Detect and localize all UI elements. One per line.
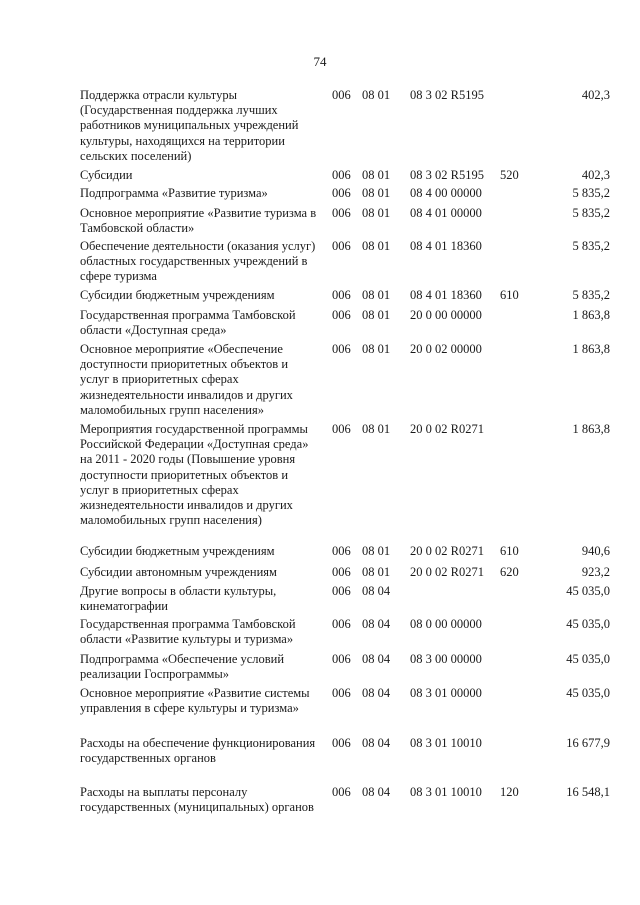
row-sum: 45 035,0 (566, 584, 610, 598)
row-rz: 08 01 (362, 342, 391, 356)
row-sum: 5 835,2 (572, 239, 610, 253)
row-vr: 520 (500, 168, 519, 182)
row-rz: 08 04 (362, 785, 391, 799)
row-rz: 08 01 (362, 206, 391, 220)
row-csr: 08 3 01 00000 (410, 686, 482, 700)
row-ved: 006 (332, 544, 351, 558)
row-rz: 08 01 (362, 88, 391, 102)
row-sum: 402,3 (581, 168, 610, 182)
row-ved: 006 (332, 584, 351, 598)
row-csr: 08 3 02 R5195 (410, 168, 484, 182)
row-csr: 08 3 01 10010 (410, 736, 482, 750)
row-csr: 20 0 02 R0271 (410, 422, 484, 436)
row-rz: 08 04 (362, 736, 391, 750)
row-name: Субсидии бюджетным учреждениям (80, 288, 275, 302)
row-name: Государственная программа Тамбовской области «Развитие культуры и туризма» (80, 617, 296, 647)
row-sum: 16 548,1 (566, 785, 610, 799)
row-ved: 006 (332, 239, 351, 253)
row-name: Основное мероприятие «Развитие системы управления в сфере культуры и туризма» (80, 686, 310, 716)
row-sum: 940,6 (581, 544, 610, 558)
row-sum: 402,3 (581, 88, 610, 102)
row-vr: 610 (500, 544, 519, 558)
row-name: Поддержка отрасли культуры (Государственная поддержка лучших работников муниципальных учреждений культуры, находящихся на территории сельских поселений) (80, 88, 299, 163)
row-name: Обеспечение деятельности (оказания услуг) областных государственных учреждений в сфере туризма (80, 239, 316, 284)
row-sum: 45 035,0 (566, 652, 610, 666)
row-vr: 120 (500, 785, 519, 799)
row-name: Расходы на выплаты персоналу государственных (муниципальных) органов (80, 785, 314, 815)
row-vr: 620 (500, 565, 519, 579)
row-csr: 08 4 01 00000 (410, 206, 482, 220)
row-name: Субсидии бюджетным учреждениям (80, 544, 275, 558)
row-ved: 006 (332, 617, 351, 631)
row-name: Основное мероприятие «Обеспечение доступности приоритетных объектов и услуг в приоритетных сферах жизнедеятельности инвалидов и других маломобильных групп населения» (80, 342, 293, 417)
row-rz: 08 01 (362, 544, 391, 558)
row-sum: 5 835,2 (572, 186, 610, 200)
row-sum: 5 835,2 (572, 288, 610, 302)
row-csr: 20 0 00 00000 (410, 308, 482, 322)
row-name: Подпрограмма «Обеспечение условий реализации Госпрограммы» (80, 652, 285, 682)
row-ved: 006 (332, 422, 351, 436)
row-ved: 006 (332, 652, 351, 666)
row-sum: 45 035,0 (566, 686, 610, 700)
row-ved: 006 (332, 288, 351, 302)
row-rz: 08 04 (362, 617, 391, 631)
row-rz: 08 04 (362, 686, 391, 700)
row-rz: 08 04 (362, 652, 391, 666)
row-rz: 08 01 (362, 565, 391, 579)
row-rz: 08 01 (362, 186, 391, 200)
row-sum: 1 863,8 (572, 308, 610, 322)
row-csr: 20 0 02 00000 (410, 342, 482, 356)
row-ved: 006 (332, 186, 351, 200)
row-ved: 006 (332, 168, 351, 182)
row-csr: 08 4 01 18360 (410, 239, 482, 253)
row-sum: 45 035,0 (566, 617, 610, 631)
row-name: Субсидии автономным учреждениям (80, 565, 277, 579)
row-vr: 610 (500, 288, 519, 302)
row-csr: 08 0 00 00000 (410, 617, 482, 631)
row-rz: 08 01 (362, 239, 391, 253)
row-csr: 08 3 01 10010 (410, 785, 482, 799)
row-csr: 08 3 02 R5195 (410, 88, 484, 102)
row-csr: 20 0 02 R0271 (410, 565, 484, 579)
row-name: Другие вопросы в области культуры, кинематографии (80, 584, 277, 614)
row-name: Мероприятия государственной программы Российской Федерации «Доступная среда» на 2011 - 2020 годы (Повышение уровня доступности приоритетных объектов и услуг в приоритетных сферах жизнедеятельности инвалидов и других маломобильных групп населения) (80, 422, 309, 528)
row-ved: 006 (332, 686, 351, 700)
row-name: Основное мероприятие «Развитие туризма в Тамбовской области» (80, 206, 317, 236)
row-rz: 08 01 (362, 308, 391, 322)
row-csr: 08 4 01 18360 (410, 288, 482, 302)
row-rz: 08 01 (362, 288, 391, 302)
row-sum: 923,2 (581, 565, 610, 579)
row-name: Государственная программа Тамбовской области «Доступная среда» (80, 308, 296, 338)
row-sum: 1 863,8 (572, 342, 610, 356)
row-rz: 08 01 (362, 422, 391, 436)
row-csr: 08 4 00 00000 (410, 186, 482, 200)
row-rz: 08 04 (362, 584, 391, 598)
row-ved: 006 (332, 308, 351, 322)
row-name: Субсидии (80, 168, 133, 182)
row-sum: 5 835,2 (572, 206, 610, 220)
row-rz: 08 01 (362, 168, 391, 182)
row-csr: 20 0 02 R0271 (410, 544, 484, 558)
row-name: Подпрограмма «Развитие туризма» (80, 186, 268, 200)
row-ved: 006 (332, 785, 351, 799)
row-name: Расходы на обеспечение функционирования государственных органов (80, 736, 316, 766)
row-ved: 006 (332, 88, 351, 102)
row-csr: 08 3 00 00000 (410, 652, 482, 666)
row-ved: 006 (332, 736, 351, 750)
page-number: 74 (313, 54, 327, 69)
row-sum: 1 863,8 (572, 422, 610, 436)
row-sum: 16 677,9 (566, 736, 610, 750)
row-ved: 006 (332, 342, 351, 356)
row-ved: 006 (332, 206, 351, 220)
row-ved: 006 (332, 565, 351, 579)
